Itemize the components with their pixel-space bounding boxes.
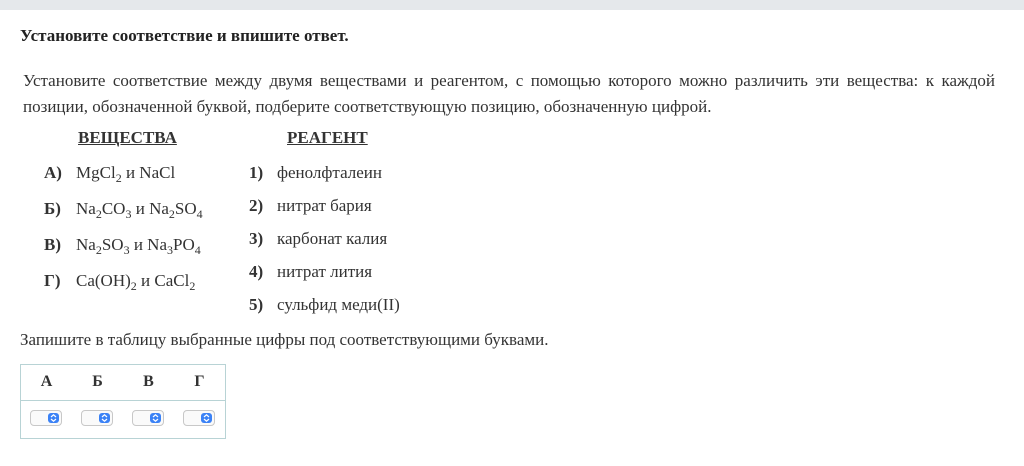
- reagent-1: [249, 163, 382, 183]
- formula-subscript: 4: [196, 207, 203, 221]
- reagent-number: 3): [249, 229, 264, 248]
- substance-b: [44, 199, 203, 219]
- reagent-number: 1): [249, 163, 264, 182]
- formula-subscript: 2: [189, 279, 196, 293]
- formula-subscript: 2: [95, 243, 102, 257]
- reagent-text: карбонат калия: [277, 229, 388, 248]
- substance-label: Г): [44, 271, 61, 290]
- formula-part: SO: [101, 235, 124, 254]
- conjunction: и: [129, 235, 148, 254]
- reagent-4: [249, 262, 372, 282]
- column-header-b: Б: [92, 373, 103, 390]
- substance-g: [44, 271, 195, 291]
- column-header-g: Г: [194, 373, 205, 390]
- formula-part: Na: [76, 199, 96, 218]
- column-header-v: В: [143, 373, 154, 390]
- answer-select-g[interactable]: [183, 410, 215, 426]
- reagent-text: нитрат бария: [277, 196, 372, 215]
- answer-select-v[interactable]: [132, 410, 164, 426]
- formula-part: Na: [76, 235, 96, 254]
- answer-table: [20, 364, 226, 439]
- formula-part: CO: [101, 199, 126, 218]
- select-arrows-icon: [201, 413, 212, 423]
- formula-subscript: 2: [95, 207, 102, 221]
- formula-subscript: 2: [168, 207, 175, 221]
- formula-subscript: 2: [115, 171, 122, 185]
- formula-subscript: 3: [125, 207, 132, 221]
- conjunction: и: [136, 271, 155, 290]
- reagent-number: 2): [249, 196, 264, 215]
- substance-v: [44, 235, 201, 255]
- top-bar: [0, 0, 1024, 10]
- column-header-a: А: [40, 373, 53, 390]
- reagent-text: нитрат лития: [277, 262, 373, 281]
- substance-a: [44, 163, 175, 183]
- conjunction: и: [131, 199, 150, 218]
- reagent-2: [249, 196, 372, 216]
- answer-table-header: [21, 365, 225, 401]
- reagent-header: РЕАГЕНТ: [287, 128, 368, 147]
- conjunction: и: [121, 163, 140, 182]
- formula-subscript: 4: [194, 243, 201, 257]
- formula-part: Ca(OH): [76, 271, 131, 290]
- formula-subscript: 2: [130, 279, 137, 293]
- select-arrows-icon: [99, 413, 110, 423]
- formula-part: CaCl: [154, 271, 190, 290]
- formula-part: NaCl: [139, 163, 176, 182]
- select-arrows-icon: [150, 413, 161, 423]
- question-text: Установите соответствие между двумя веществами и реагентом, с помощью которого можно различить эти вещества: к каждой позиции, обозначенной буквой, подберите соответствующую позицию, обозначенную цифрой.: [23, 71, 995, 116]
- formula-part: Na: [147, 235, 167, 254]
- reagent-5: [249, 295, 400, 315]
- formula-part: SO: [174, 199, 197, 218]
- instruction-text: Запишите в таблицу выбранные цифры под соответствующими буквами.: [20, 330, 549, 349]
- select-arrows-icon: [48, 413, 59, 423]
- reagent-text: сульфид меди(II): [277, 295, 400, 314]
- substance-label: В): [44, 235, 61, 254]
- substance-label: А): [44, 163, 62, 182]
- answer-select-b[interactable]: [81, 410, 113, 426]
- formula-part: Na: [149, 199, 169, 218]
- answer-select-a[interactable]: [30, 410, 62, 426]
- formula-part: PO: [173, 235, 195, 254]
- reagent-number: 4): [249, 262, 264, 281]
- substances-header: ВЕЩЕСТВА: [78, 128, 177, 147]
- formula-part: MgCl: [76, 163, 116, 182]
- formula-subscript: 3: [167, 243, 173, 257]
- reagent-number: 5): [249, 295, 264, 314]
- formula-subscript: 3: [123, 243, 130, 257]
- task-heading: Установите соответствие и впишите ответ.: [20, 26, 349, 45]
- reagent-text: фенолфталеин: [277, 163, 382, 182]
- reagent-3: [249, 229, 387, 249]
- substance-label: Б): [44, 199, 61, 218]
